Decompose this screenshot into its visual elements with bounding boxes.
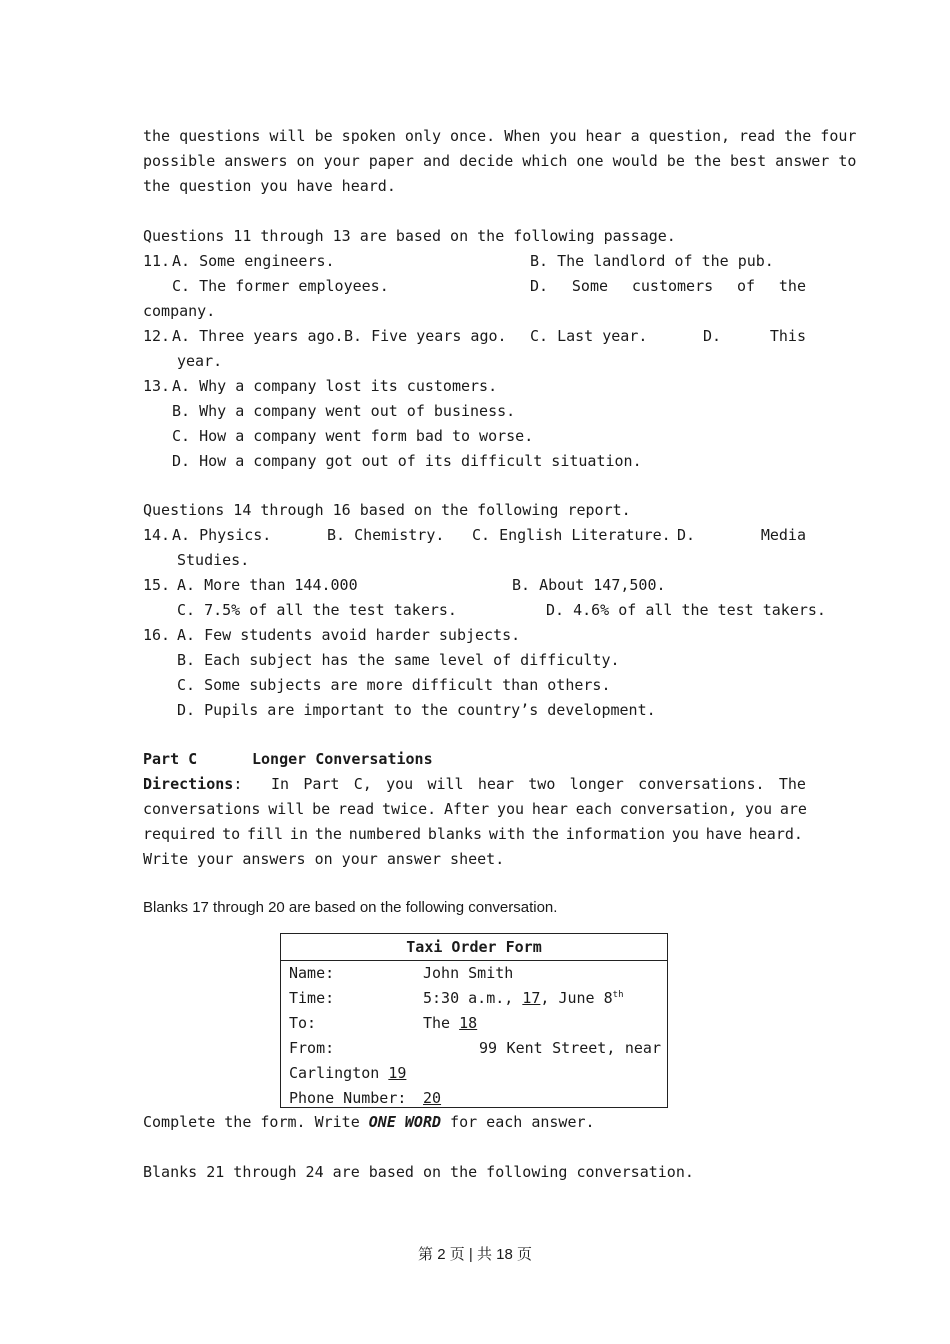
blank-20: 20 (423, 1089, 442, 1107)
q16-option-a: A. Few students avoid harder subjects. (177, 626, 521, 644)
q12-option-b: B. Five years ago. (344, 327, 507, 345)
directions-line-4: Write your answers on your answer sheet. (143, 850, 505, 868)
q15-option-a: A. More than 144.000 (177, 576, 358, 594)
q14-option-d-continued: Studies. (177, 551, 250, 569)
q14-option-b: B. Chemistry. (327, 526, 445, 544)
form-time-value: 5:30 a.m., 17, June 8th (423, 989, 624, 1007)
q13-option-c: C. How a company went form bad to worse. (172, 427, 534, 445)
q11-option-a: A. Some engineers. (172, 252, 335, 270)
q11-number: 11. (143, 252, 171, 270)
q15-number: 15. (143, 576, 171, 594)
form-to-label: To: (289, 1014, 317, 1032)
q12-option-a: A. Three years ago. (172, 327, 344, 345)
group1-heading: Questions 11 through 13 are based on the following passage. (143, 227, 676, 245)
part-c-title: Longer Conversations (252, 750, 433, 768)
form-time-label: Time: (289, 989, 335, 1007)
form-from-continued: Carlington 19 (289, 1064, 407, 1082)
form-phone-value (423, 1086, 441, 1111)
directions-line-2: conversations will be read twice. After you hear each conversation, you are (143, 800, 807, 818)
q16-option-d: D. Pupils are important to the country’s development. (177, 701, 656, 719)
directions-line-3: required to fill in the numbered blanks with the information you have heard. (143, 825, 803, 843)
form-from-label: From: (289, 1039, 335, 1057)
form-title: Taxi Order Form (281, 934, 667, 961)
q11-option-d: D. Some customers of the (530, 277, 806, 295)
form-from-value: 99 Kent Street, near (479, 1039, 661, 1057)
intro-line-3: the question you have heard. (143, 177, 396, 195)
q13-number: 13. (143, 377, 171, 395)
page-footer: 第 2 页 | 共 18 页 (418, 1246, 532, 1263)
one-word-emphasis: ONE WORD (368, 1113, 442, 1131)
q15-option-d: D. 4.6% of all the test takers. (546, 601, 826, 619)
form-name-label: Name: (289, 964, 335, 982)
q13-option-a: A. Why a company lost its customers. (172, 377, 498, 395)
form-name-value: John Smith (423, 964, 514, 982)
q11-option-d-continued: company. (143, 302, 216, 320)
blank-18: 18 (459, 1014, 478, 1032)
q12-option-d-continued: year. (177, 352, 223, 370)
q16-option-c: C. Some subjects are more difficult than others. (177, 676, 611, 694)
taxi-order-form (280, 933, 668, 1108)
directions-line-1: In Part C, you will hear two longer conversations. The (271, 775, 806, 793)
blank-19: 19 (388, 1064, 407, 1082)
q15-option-b: B. About 147,500. (512, 576, 666, 594)
form-instruction: Complete the form. Write ONE WORD for each answer. (143, 1113, 595, 1131)
q16-option-b: B. Each subject has the same level of difficulty. (177, 651, 620, 669)
directions-label: Directions: (143, 775, 243, 793)
q14-option-d: D. Media (677, 526, 806, 544)
q16-number: 16. (143, 626, 171, 644)
intro-line-1: the questions will be spoken only once. When you hear a question, read the four (143, 127, 857, 145)
q12-option-c: C. Last year. (530, 327, 648, 345)
q11-option-c: C. The former employees. (172, 277, 389, 295)
form-to-value: The 18 (423, 1014, 478, 1032)
q13-option-b: B. Why a company went out of business. (172, 402, 516, 420)
group2-heading: Questions 14 through 16 based on the following report. (143, 501, 631, 519)
q12-number: 12. (143, 327, 171, 345)
q14-option-c: C. English Literature. (472, 526, 671, 544)
q12-option-d: D. This (703, 327, 806, 345)
blanks-21-24-heading: Blanks 21 through 24 are based on the following conversation. (143, 1163, 694, 1181)
q11-option-b: B. The landlord of the pub. (530, 252, 774, 270)
q14-option-a: A. Physics. (172, 526, 272, 544)
blanks-17-20-heading: Blanks 17 through 20 are based on the following conversation. (143, 899, 558, 916)
form-phone-label: Phone Number: (289, 1089, 407, 1107)
blank-17: 17 (522, 989, 541, 1007)
q15-option-c: C. 7.5% of all the test takers. (177, 601, 457, 619)
q13-option-d: D. How a company got out of its difficult situation. (172, 452, 642, 470)
part-c-label: Part C (143, 750, 198, 768)
intro-line-2: possible answers on your paper and decide which one would be the best answer to (143, 152, 857, 170)
q14-number: 14. (143, 526, 171, 544)
